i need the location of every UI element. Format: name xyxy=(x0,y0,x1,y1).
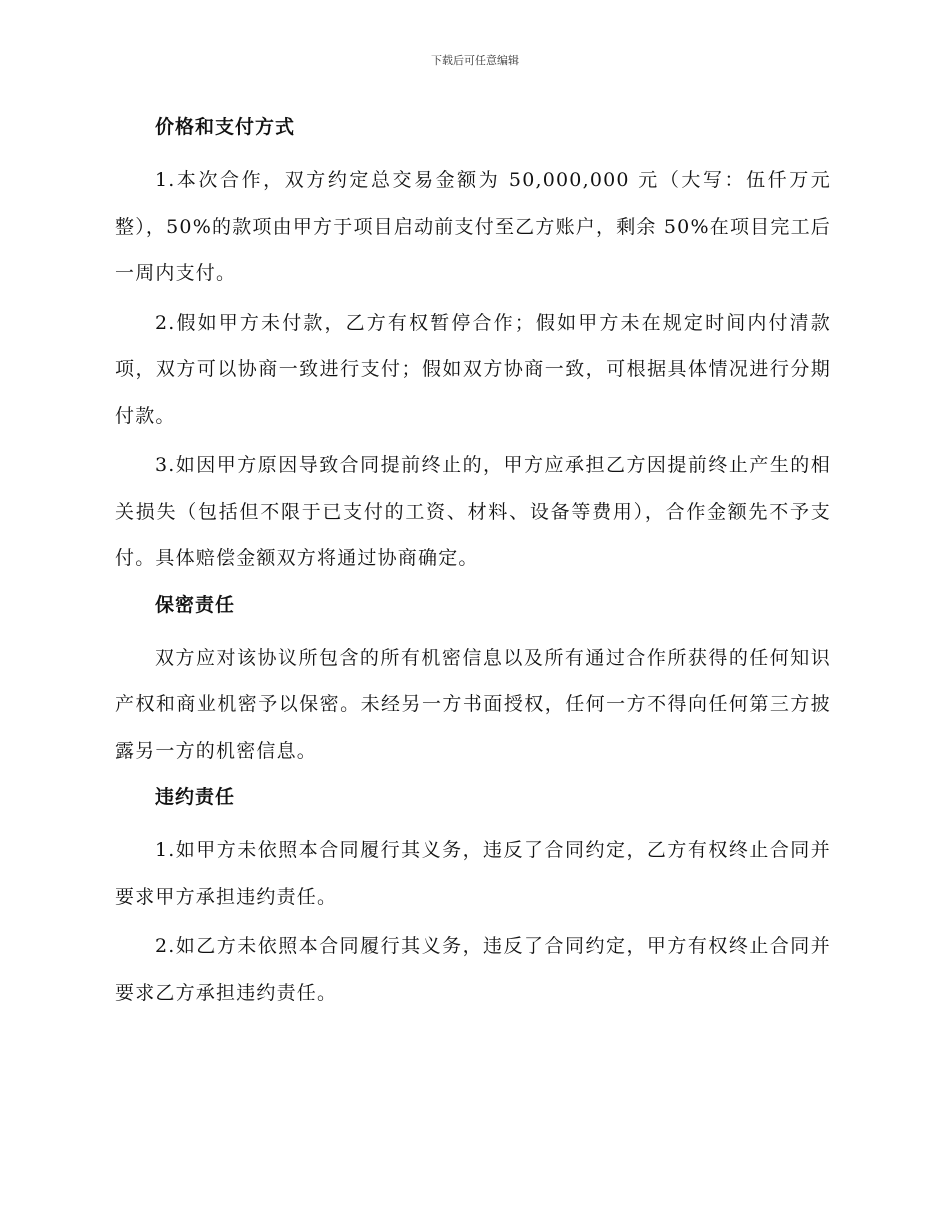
paragraph-confidentiality-1: 双方应对该协议所包含的所有机密信息以及所有通过合作所获得的任何知识产权和商业机密予以保密。未经另一方书面授权，任何一方不得向任何第三方披露另一方的机密信息。 xyxy=(115,646,831,762)
paragraph-breach-2: 2.如乙方未依照本合同履行其义务，违反了合同约定，甲方有权终止合同并要求乙方承担违约责任。 xyxy=(115,935,831,1004)
paragraph-payment-2: 2.假如甲方未付款，乙方有权暂停合作；假如甲方未在规定时间内付清款项，双方可以协商一致进行支付；假如双方协商一致，可根据具体情况进行分期付款。 xyxy=(115,311,831,427)
paragraph-breach-1: 1.如甲方未依照本合同履行其义务，违反了合同约定，乙方有权终止合同并要求甲方承担违约责任。 xyxy=(115,839,831,908)
section-heading-breach: 违约责任 xyxy=(155,786,236,808)
document-body xyxy=(115,112,831,1019)
section-heading-price-payment: 价格和支付方式 xyxy=(155,116,296,138)
paragraph-payment-1: 1.本次合作，双方约定总交易金额为 50,000,000 元（大写：伍仟万元整），50%的款项由甲方于项目启动前支付至乙方账户，剩余 50%在项目完工后一周内支付。 xyxy=(115,169,831,284)
page-header: 下载后可任意编辑 xyxy=(431,54,519,67)
paragraph-payment-3: 3.如因甲方原因导致合同提前终止的，甲方应承担乙方因提前终止产生的相关损失（包括但不限于已支付的工资、材料、设备等费用），合作金额先不予支付。具体赔偿金额双方将通过协商确定。 xyxy=(115,454,831,569)
section-heading-confidentiality: 保密责任 xyxy=(155,593,236,616)
